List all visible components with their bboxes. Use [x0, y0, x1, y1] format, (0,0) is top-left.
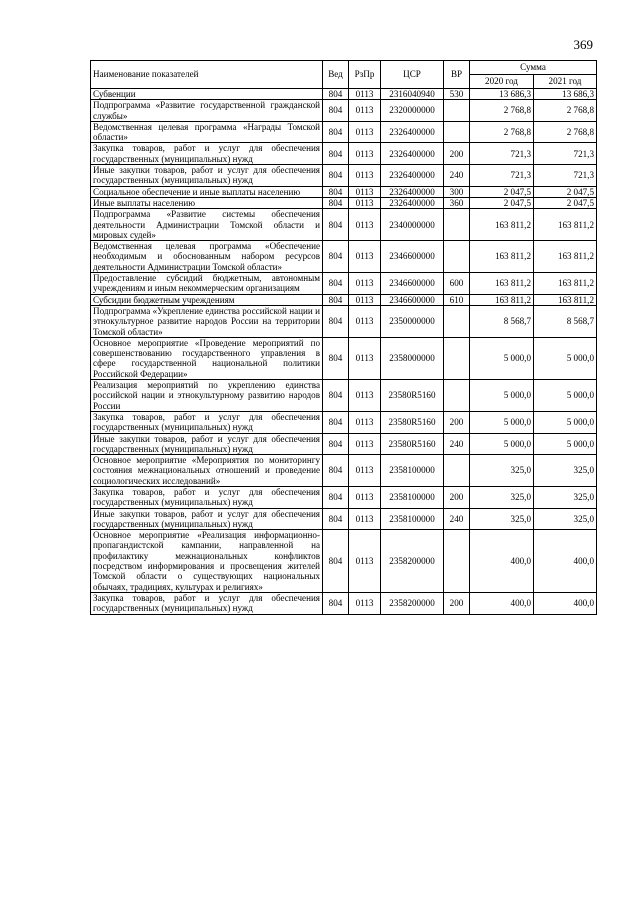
row-name: Предоставление субсидий бюджетным, автономным учреждениям и иным некоммерческим организациям [91, 273, 323, 295]
table-row [91, 411, 597, 433]
row-sum-2020: 2 047,5 [470, 186, 534, 197]
row-sum-2021: 163 811,2 [534, 273, 597, 295]
row-sum-2021: 163 811,2 [534, 209, 597, 241]
row-sum-2020: 163 811,2 [470, 209, 534, 241]
row-sum-2021: 163 811,2 [534, 294, 597, 305]
row-csr: 2346600000 [381, 273, 444, 295]
row-sum-2020: 8 568,7 [470, 305, 534, 337]
header-vr: ВР [444, 61, 470, 89]
header-ved: Вед [323, 61, 349, 89]
row-csr: 2358100000 [381, 455, 444, 487]
row-sum-2021: 5 000,0 [534, 380, 597, 412]
row-sum-2020: 325,0 [470, 455, 534, 487]
row-vr [444, 337, 470, 379]
row-rzpr: 0113 [349, 143, 381, 165]
row-name: Социальное обеспечение и иные выплаты населению [91, 186, 323, 197]
row-vr [444, 100, 470, 122]
row-csr: 2326400000 [381, 186, 444, 197]
row-vr: 200 [444, 592, 470, 614]
row-csr: 23580R5160 [381, 433, 444, 455]
row-ved: 804 [323, 186, 349, 197]
row-ved: 804 [323, 508, 349, 530]
row-name: Основное мероприятие «Реализация информационно-пропагандистской кампании, направленной на профилактику межнациональных конфликтов посредством информирования и просвещения жителей Томской области о существующих национальных обычаях, традициях, культурах и религиях» [91, 530, 323, 593]
row-sum-2020: 2 768,8 [470, 121, 534, 143]
row-name: Закупка товаров, работ и услуг для обеспечения государственных (муниципальных) нужд [91, 143, 323, 165]
table-row [91, 273, 597, 295]
row-rzpr: 0113 [349, 273, 381, 295]
row-sum-2020: 400,0 [470, 530, 534, 593]
row-ved: 804 [323, 411, 349, 433]
row-rzpr: 0113 [349, 337, 381, 379]
row-name: Подпрограмма «Развитие системы обеспечения деятельности Администрации Томской области и мировых судей» [91, 209, 323, 241]
row-sum-2020: 163 811,2 [470, 241, 534, 273]
row-name: Иные закупки товаров, работ и услуг для обеспечения государственных (муниципальных) нужд [91, 433, 323, 455]
row-csr: 2340000000 [381, 209, 444, 241]
row-ved: 804 [323, 100, 349, 122]
header-2020: 2020 год [470, 75, 534, 89]
row-rzpr: 0113 [349, 209, 381, 241]
row-ved: 804 [323, 121, 349, 143]
table-row [91, 305, 597, 337]
row-name: Иные закупки товаров, работ и услуг для обеспечения государственных (муниципальных) нужд [91, 165, 323, 187]
row-name: Субвенции [91, 89, 323, 100]
row-ved: 804 [323, 592, 349, 614]
row-ved: 804 [323, 241, 349, 273]
row-vr: 530 [444, 89, 470, 100]
row-vr: 240 [444, 165, 470, 187]
row-rzpr: 0113 [349, 486, 381, 508]
row-name: Подпрограмма «Развитие государственной гражданской службы» [91, 100, 323, 122]
table-row [91, 508, 597, 530]
row-name: Реализация мероприятий по укреплению единства российской нации и этнокультурному развитию народов России [91, 380, 323, 412]
row-sum-2020: 163 811,2 [470, 273, 534, 295]
row-vr: 240 [444, 433, 470, 455]
row-ved: 804 [323, 486, 349, 508]
row-csr: 2326400000 [381, 121, 444, 143]
row-csr: 2316040940 [381, 89, 444, 100]
row-name: Основное мероприятие «Мероприятия по мониторингу состояния межнациональных отношений и проведение социологических исследований» [91, 455, 323, 487]
row-sum-2020: 2 768,8 [470, 100, 534, 122]
table-row [91, 337, 597, 379]
row-csr: 2326400000 [381, 197, 444, 208]
row-sum-2021: 325,0 [534, 508, 597, 530]
row-sum-2021: 2 768,8 [534, 100, 597, 122]
row-vr: 360 [444, 197, 470, 208]
table-row [91, 165, 597, 187]
row-sum-2021: 2 047,5 [534, 197, 597, 208]
row-sum-2020: 400,0 [470, 592, 534, 614]
row-rzpr: 0113 [349, 530, 381, 593]
row-name: Иные выплаты населению [91, 197, 323, 208]
row-csr: 2320000000 [381, 100, 444, 122]
row-vr [444, 530, 470, 593]
row-ved: 804 [323, 455, 349, 487]
table-row [91, 433, 597, 455]
row-sum-2020: 325,0 [470, 508, 534, 530]
table-row [91, 143, 597, 165]
row-vr [444, 209, 470, 241]
row-sum-2020: 13 686,3 [470, 89, 534, 100]
row-name: Закупка товаров, работ и услуг для обеспечения государственных (муниципальных) нужд [91, 592, 323, 614]
row-ved: 804 [323, 165, 349, 187]
row-vr [444, 305, 470, 337]
row-ved: 804 [323, 273, 349, 295]
row-rzpr: 0113 [349, 592, 381, 614]
table-row [91, 197, 597, 208]
row-sum-2020: 5 000,0 [470, 411, 534, 433]
row-rzpr: 0113 [349, 165, 381, 187]
row-name: Иные закупки товаров, работ и услуг для обеспечения государственных (муниципальных) нужд [91, 508, 323, 530]
row-rzpr: 0113 [349, 100, 381, 122]
row-ved: 804 [323, 294, 349, 305]
row-ved: 804 [323, 209, 349, 241]
row-vr: 200 [444, 486, 470, 508]
row-name: Подпрограмма «Укрепление единства российской нации и этнокультурное развитие народов России на территории Томской области» [91, 305, 323, 337]
row-csr: 2326400000 [381, 143, 444, 165]
budget-table [90, 60, 597, 615]
row-sum-2021: 8 568,7 [534, 305, 597, 337]
row-sum-2021: 721,3 [534, 143, 597, 165]
row-ved: 804 [323, 433, 349, 455]
row-name: Субсидии бюджетным учреждениям [91, 294, 323, 305]
table-row [91, 209, 597, 241]
row-rzpr: 0113 [349, 305, 381, 337]
row-vr: 240 [444, 508, 470, 530]
row-sum-2020: 163 811,2 [470, 294, 534, 305]
table-row [91, 241, 597, 273]
row-ved: 804 [323, 530, 349, 593]
row-ved: 804 [323, 143, 349, 165]
table-row [91, 294, 597, 305]
row-vr: 600 [444, 273, 470, 295]
header-2021: 2021 год [534, 75, 597, 89]
row-sum-2020: 5 000,0 [470, 337, 534, 379]
header-csr: ЦСР [381, 61, 444, 89]
page-number: 369 [573, 37, 593, 52]
row-vr: 300 [444, 186, 470, 197]
row-vr: 610 [444, 294, 470, 305]
row-sum-2021: 400,0 [534, 592, 597, 614]
row-sum-2020: 2 047,5 [470, 197, 534, 208]
row-sum-2020: 721,3 [470, 165, 534, 187]
row-rzpr: 0113 [349, 241, 381, 273]
table-row [91, 592, 597, 614]
row-sum-2020: 325,0 [470, 486, 534, 508]
row-csr: 2358100000 [381, 508, 444, 530]
row-sum-2020: 5 000,0 [470, 433, 534, 455]
row-rzpr: 0113 [349, 433, 381, 455]
row-sum-2021: 2 047,5 [534, 186, 597, 197]
row-rzpr: 0113 [349, 121, 381, 143]
row-vr [444, 241, 470, 273]
row-rzpr: 0113 [349, 294, 381, 305]
row-name: Закупка товаров, работ и услуг для обеспечения государственных (муниципальных) нужд [91, 411, 323, 433]
row-ved: 804 [323, 197, 349, 208]
row-sum-2020: 721,3 [470, 143, 534, 165]
header-rzpr: РзПр [349, 61, 381, 89]
table-row [91, 530, 597, 593]
row-vr: 200 [444, 143, 470, 165]
row-csr: 2346600000 [381, 241, 444, 273]
row-vr [444, 121, 470, 143]
table-row [91, 89, 597, 100]
table-row [91, 100, 597, 122]
row-rzpr: 0113 [349, 186, 381, 197]
row-csr: 2358000000 [381, 337, 444, 379]
row-sum-2021: 400,0 [534, 530, 597, 593]
row-csr: 2346600000 [381, 294, 444, 305]
row-name: Ведомственная целевая программа «Обеспечение необходимым и обоснованным набором ресурсов деятельности Администрации Томской области» [91, 241, 323, 273]
row-ved: 804 [323, 305, 349, 337]
row-csr: 2326400000 [381, 165, 444, 187]
table-row [91, 121, 597, 143]
row-sum-2021: 325,0 [534, 455, 597, 487]
row-ved: 804 [323, 337, 349, 379]
row-sum-2021: 5 000,0 [534, 337, 597, 379]
row-vr: 200 [444, 411, 470, 433]
row-sum-2021: 2 768,8 [534, 121, 597, 143]
row-csr: 2358200000 [381, 592, 444, 614]
row-rzpr: 0113 [349, 380, 381, 412]
row-vr [444, 455, 470, 487]
row-name: Ведомственная целевая программа «Награды Томской области» [91, 121, 323, 143]
row-rzpr: 0113 [349, 508, 381, 530]
row-csr: 23580R5160 [381, 380, 444, 412]
row-csr: 2358100000 [381, 486, 444, 508]
row-sum-2021: 163 811,2 [534, 241, 597, 273]
row-sum-2021: 325,0 [534, 486, 597, 508]
table-row [91, 186, 597, 197]
row-vr [444, 380, 470, 412]
row-sum-2021: 5 000,0 [534, 433, 597, 455]
row-name: Закупка товаров, работ и услуг для обеспечения государственных (муниципальных) нужд [91, 486, 323, 508]
row-csr: 2350000000 [381, 305, 444, 337]
row-csr: 2358200000 [381, 530, 444, 593]
row-rzpr: 0113 [349, 411, 381, 433]
row-sum-2020: 5 000,0 [470, 380, 534, 412]
row-rzpr: 0113 [349, 197, 381, 208]
row-sum-2021: 721,3 [534, 165, 597, 187]
table-row [91, 455, 597, 487]
row-sum-2021: 5 000,0 [534, 411, 597, 433]
header-name: Наименование показателей [91, 61, 323, 89]
row-rzpr: 0113 [349, 455, 381, 487]
table-row [91, 380, 597, 412]
header-sum: Сумма [470, 61, 597, 75]
row-rzpr: 0113 [349, 89, 381, 100]
row-sum-2021: 13 686,3 [534, 89, 597, 100]
row-ved: 804 [323, 89, 349, 100]
row-name: Основное мероприятие «Проведение мероприятий по совершенствованию государственного управления в сфере государственной национальной политики Российской Федерации» [91, 337, 323, 379]
table-row [91, 486, 597, 508]
row-ved: 804 [323, 380, 349, 412]
row-csr: 23580R5160 [381, 411, 444, 433]
